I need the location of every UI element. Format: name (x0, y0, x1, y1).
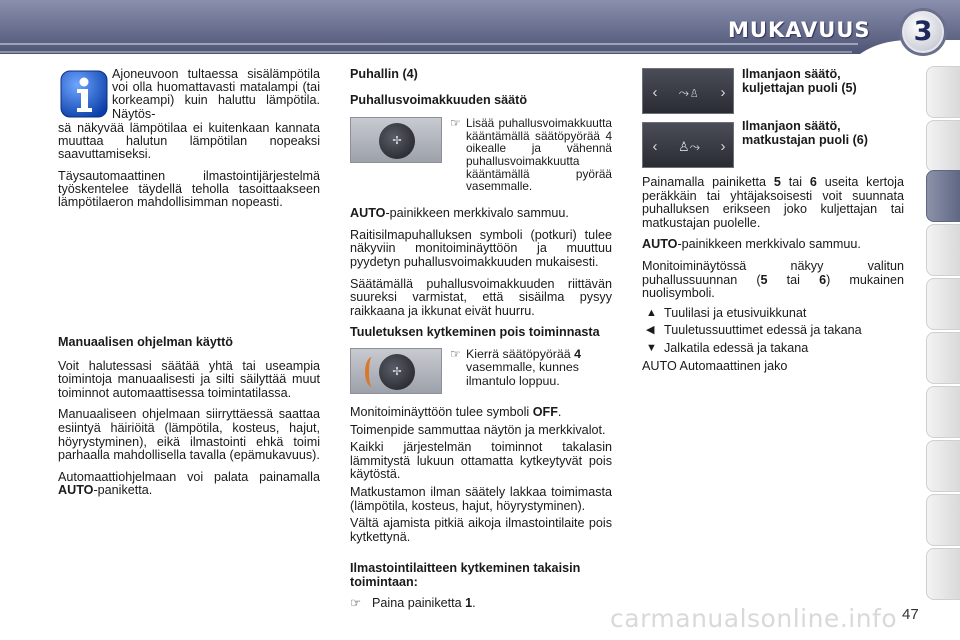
page-header (0, 0, 960, 64)
fan-icon: ✢ (392, 365, 402, 378)
fan-knob (379, 123, 415, 159)
press-e: useita kertoja peräkkäin tai yhtäjaksoisesti voit suunnata puhalluksen erikseen joko kuljettajan tai matkustajan puolelle. (642, 175, 904, 230)
press-d: 6 (809, 175, 817, 189)
chapter-tab[interactable] (926, 120, 960, 172)
chapter-number: 3 (913, 16, 933, 47)
press-c: tai (780, 175, 810, 189)
restart-post: . (472, 596, 476, 611)
auto-light-text: -painikkeen merkkivalo sammuu. (677, 237, 861, 252)
list-item-text: Jalkatila edessä ja takana (664, 340, 809, 355)
display-e: ) mukainen nuolisymboli. (642, 272, 904, 301)
direction-list (642, 307, 904, 356)
auto-light-text: -painikkeen merkkivalo sammuu. (385, 206, 569, 221)
intro-paragraph-2: Täysautomaattinen ilmastointijärjestelmä työskentelee täydellä teholla tasoittaakseen lämpötilaeron mahdollisimman nopeasti. (58, 168, 320, 210)
info-icon (60, 70, 108, 118)
list-item (642, 342, 904, 356)
driver-distribution-heading: Ilmanjaon säätö, kuljettajan puoli (5) (742, 67, 857, 95)
restart-bold: 1 (465, 596, 473, 611)
pointing-hand-icon: ☞ (350, 596, 362, 611)
off-instruction (450, 348, 612, 388)
pointing-hand-icon: ☞ (450, 116, 461, 131)
off-knob (379, 354, 415, 390)
display-b: 5 (760, 272, 768, 287)
press-a: Painamalla painiketta (642, 175, 774, 189)
watermark: carmanualsonline.info (610, 604, 898, 633)
fan-knob-photo (350, 117, 442, 163)
auto-light-line (642, 238, 904, 252)
page-number: 47 (902, 606, 919, 623)
air-distribution-buttons (642, 68, 904, 174)
restart-instruction (350, 597, 612, 611)
fan-icon: ✢ (392, 135, 402, 148)
off-symbol-bold: OFF (532, 404, 558, 419)
arrow-up-icon: ▲ (646, 306, 657, 319)
off-symbol-end: . (557, 404, 562, 419)
off-instruction-block (350, 348, 612, 400)
list-item-text: Tuuletussuuttimet edessä ja takana (664, 323, 862, 338)
list-item-text: Tuulilasi ja etusivuikkunat (664, 305, 807, 320)
fan-instruction (450, 117, 612, 193)
chapter-tab[interactable] (926, 66, 960, 118)
display-d: 6 (819, 272, 827, 287)
driver-seat-airflow-icon: ⤳♙ (678, 85, 700, 100)
chevron-right-icon: › (720, 138, 726, 155)
press-button-paragraph (642, 176, 904, 230)
fan-strength-heading: Puhallusvoimakkuuden säätö (350, 92, 528, 107)
fan-instruction-text: Lisää puhallusvoimakkuutta kääntämällä säätöpyörää 4 oikealle ja vähennä puhallusvoimakkuutta kääntämällä pyörää vasemmalle. (466, 116, 612, 194)
manual-section (58, 336, 320, 506)
right-column (642, 68, 904, 381)
auto-distribution-line: AUTO Automaattinen jako (642, 358, 788, 373)
chapter-tab[interactable] (926, 494, 960, 546)
middle-column (350, 68, 612, 611)
passenger-distribution-panel (642, 122, 734, 168)
press-b: 5 (773, 175, 781, 189)
off-instr-post: vasemmalle, kunnes ilmantulo loppuu. (466, 360, 579, 388)
display-arrow-paragraph (642, 260, 904, 301)
ventilation-off-heading: Tuuletuksen kytkeminen pois toiminnasta (350, 325, 600, 340)
chevron-left-icon: ‹ (652, 138, 658, 155)
auto-label: AUTO (642, 237, 678, 252)
list-item (642, 307, 904, 321)
off-instr-pre: Kierrä säätöpyörää (466, 346, 575, 361)
fan-symbol-paragraph: Raitisilmapuhalluksen symboli (potkuri) tulee näkyviin monitoiminäyttöön ja muuttuu pyydetyn puhallusvoimakkuuden mukaisesti. (350, 227, 612, 269)
chapter-tab-active[interactable] (926, 170, 960, 222)
chapter-tab[interactable] (926, 548, 960, 600)
auto-light-line (350, 207, 612, 221)
off-symbol-text: Monitoiminäyttöön tulee symboli (350, 404, 533, 419)
restart-heading: Ilmastointilaitteen kytkeminen takaisin toimintaan: (350, 561, 581, 589)
fan-heading: Puhallin (4) (350, 67, 418, 81)
manual-p3-bold: AUTO (58, 483, 94, 498)
auto-label: AUTO (350, 206, 386, 221)
section-title: MUKAVUUS (728, 18, 871, 42)
restart-pre: Paina painiketta (372, 596, 466, 611)
fan-strength-paragraph: Säätämällä puhallusvoimakkuuden riittävän suureksi varmistat, että sisäilma pysyy raikkaana ja ikkunat eivät huurru. (350, 276, 612, 318)
chapter-tab[interactable] (926, 386, 960, 438)
functions-off-paragraph: Kaikki järjestelmän toiminnot takalasin lämmitystä lukuun ottamatta kytkeytyvät pois käytöstä. (350, 440, 612, 482)
restart-text (372, 597, 476, 611)
arrow-left-icon: ◀ (646, 324, 655, 337)
off-instruction-text (466, 348, 612, 388)
chapter-tab[interactable] (926, 440, 960, 492)
fan-instruction-block (350, 117, 612, 199)
chapter-tab[interactable] (926, 224, 960, 276)
avoid-driving-paragraph: Vältä ajamista pitkiä aikoja ilmastointilaite pois kytkettynä. (350, 516, 612, 544)
intro-paragraph-1: sä näkyvää lämpötilaa ei kuitenkaan kannata muuttaa halutun lämpötilan nopeaksi saavuttamiseksi. (58, 121, 320, 162)
passenger-distribution-heading: Ilmanjaon säätö, matkustajan puoli (6) (742, 119, 868, 147)
manual-p3-end: -paniketta. (93, 483, 153, 498)
list-item (642, 324, 904, 338)
manual-p3-text: Automaattiohjelmaan voi palata painamalla (58, 469, 320, 484)
arrow-down-icon: ▼ (646, 341, 657, 354)
off-symbol-paragraph (350, 406, 612, 420)
chevron-right-icon: › (720, 84, 726, 101)
chapter-tab[interactable] (926, 278, 960, 330)
off-instr-bold: 4 (574, 346, 582, 361)
manual-paragraph-2: Manuaaliseen ohjelmaan siirryttäessä saattaa esiintyä häiriöitä (lämpötila, kosteus, hajut, höyrystyminen), eikä ilmastointi ehkä toimi parhaalla mahdollisella tavalla (epämukavuus). (58, 407, 320, 463)
intro-text-top: Ajoneuvoon tultaessa sisälämpötila voi olla huomattavasti matalampi (tai korkeampi) kuin haluttu lämpötila. Näytös- (112, 67, 320, 121)
display-a: Monitoiminäytössä näkyy valitun puhallussuunnan ( (642, 258, 904, 287)
pointing-hand-icon: ☞ (450, 346, 461, 361)
chapter-tabs (926, 66, 960, 640)
display-c: tai (767, 272, 820, 287)
intro-text-rest (58, 122, 320, 209)
chevron-left-icon: ‹ (652, 84, 658, 101)
off-knob-photo (350, 348, 442, 394)
manual-heading: Manuaalisen ohjelman käyttö (58, 335, 233, 349)
rotate-left-arrow-icon (365, 357, 379, 387)
passenger-seat-airflow-icon: ♙⤳ (677, 139, 701, 154)
chapter-tab[interactable] (926, 332, 960, 384)
driver-distribution-panel (642, 68, 734, 114)
manual-paragraph-3 (58, 471, 320, 498)
display-off-paragraph: Toimenpide sammuttaa näytön ja merkkivalot. (350, 422, 606, 437)
manual-paragraph-1: Voit halutessasi säätää yhtä tai useampia toimintoja manuaalisesti ja silti säilyttää muut toiminnot automaattisessa toimintatilassa. (58, 358, 320, 400)
cabin-air-paragraph: Matkustamon ilman säätely lakkaa toimimasta (lämpötila, kosteus, hajut, höyrystyminen). (350, 484, 612, 513)
